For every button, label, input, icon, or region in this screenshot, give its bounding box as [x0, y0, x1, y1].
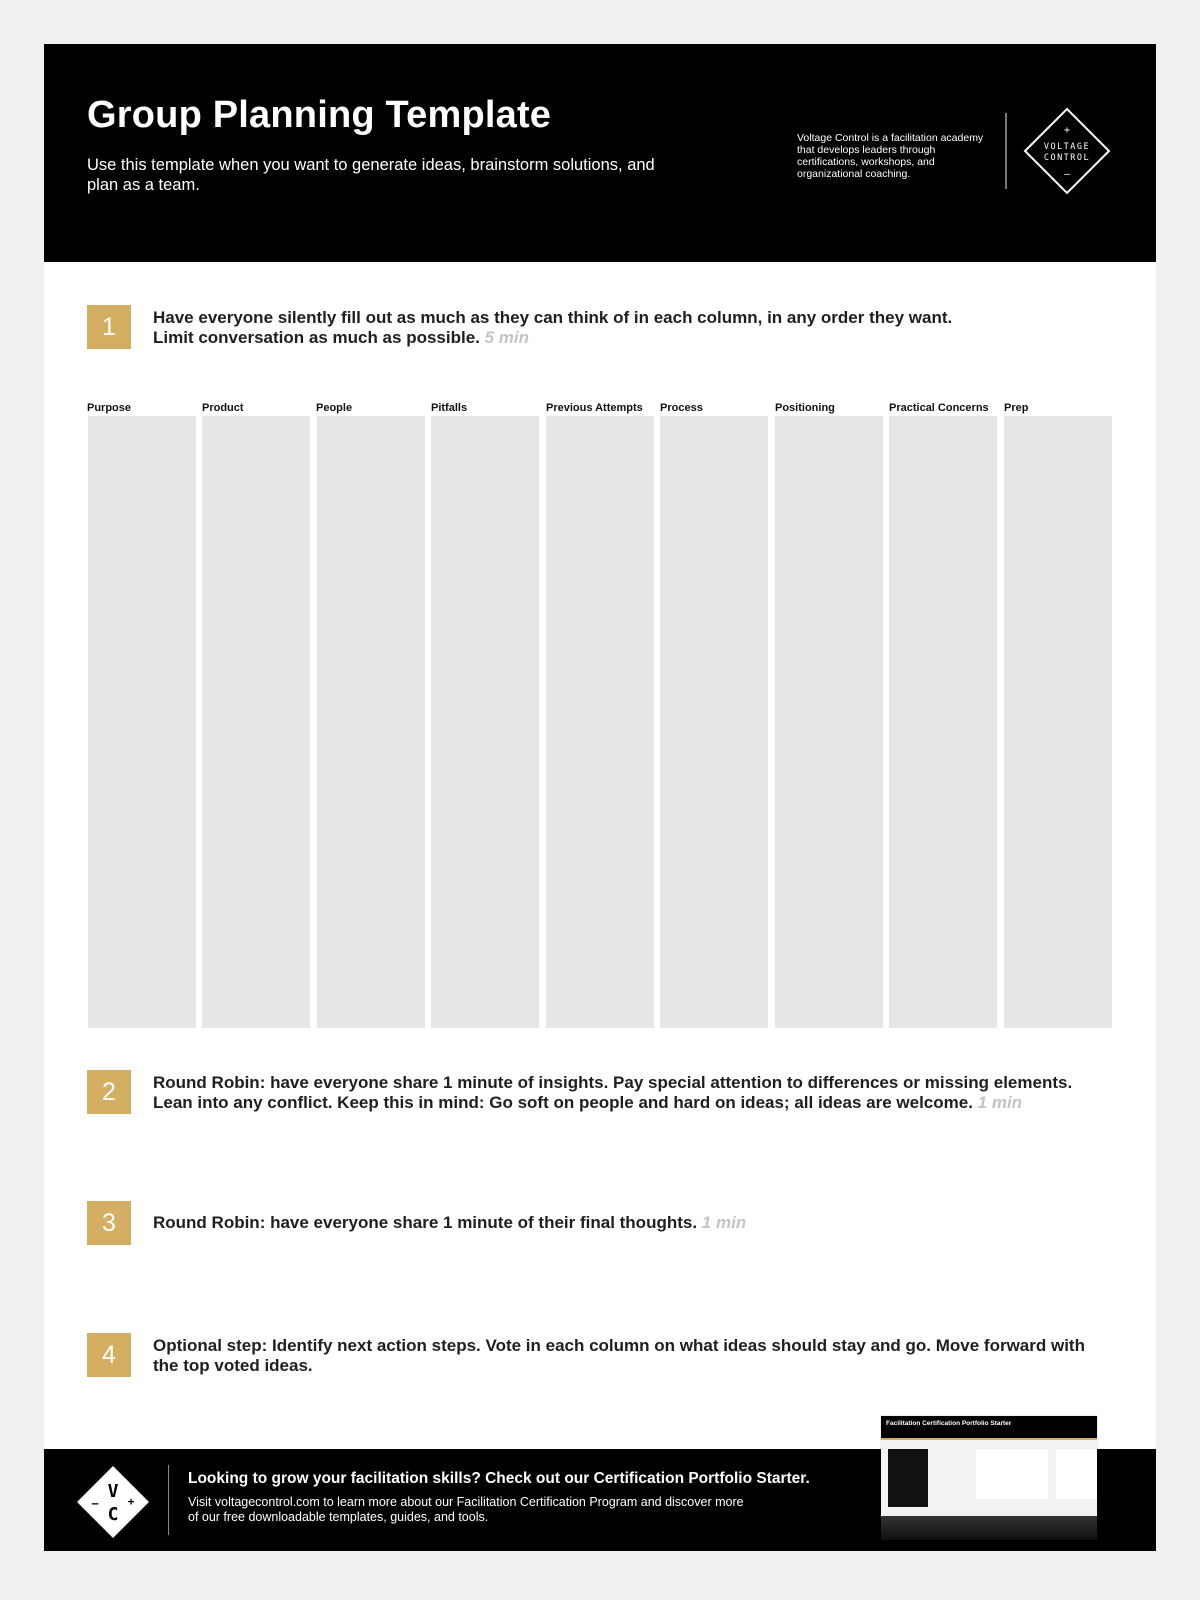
svg-text:C: C [107, 1504, 119, 1525]
column-label-purpose: Purpose [87, 402, 132, 414]
thumbnail-sidebar [888, 1449, 928, 1507]
page-title: Group Planning Template [87, 94, 552, 136]
step-duration: 1 min [977, 1093, 1023, 1112]
column-area-practical-concerns[interactable] [889, 416, 997, 1028]
column-area-positioning[interactable] [775, 416, 883, 1028]
step-number-badge: 2 [87, 1070, 131, 1114]
thumbnail-title: Facilitation Certification Portfolio Starter [886, 1420, 1012, 1427]
voltage-control-logo-icon [1023, 107, 1111, 195]
column-label-prep: Prep [1004, 402, 1029, 414]
step-instructions: Have everyone silently fill out as much as they can think of in each column, in any order they want. Limit conversation as much as possible. 5 min [153, 308, 953, 347]
portfolio-starter-thumbnail[interactable] [881, 1416, 1097, 1540]
svg-text:VOLTAGE: VOLTAGE [1043, 142, 1091, 152]
footer-body-text: Visit voltagecontrol.com to learn more about our Facilitation Certification Program and discover more of our free downloadable templates, guides, and tools. [188, 1495, 744, 1524]
svg-text:CONTROL: CONTROL [1043, 153, 1091, 163]
column-area-product[interactable] [202, 416, 310, 1028]
step-number-badge: 4 [87, 1333, 131, 1377]
template-page [44, 44, 1156, 1551]
thumbnail-header [881, 1416, 1097, 1440]
column-area-people[interactable] [317, 416, 425, 1028]
svg-text:–: – [91, 1497, 99, 1510]
page-subtitle: Use this template when you want to generate ideas, brainstorm solutions, and plan as a team. [87, 156, 655, 194]
column-label-positioning: Positioning [775, 402, 835, 414]
step-number-badge: 1 [87, 305, 131, 349]
column-label-previous-attempts: Previous Attempts [546, 402, 643, 414]
footer-divider [168, 1465, 169, 1535]
vc-logo-icon [76, 1465, 150, 1539]
thumbnail-card [1056, 1449, 1097, 1499]
column-area-process[interactable] [660, 416, 768, 1028]
column-label-practical-concerns: Practical Concerns [889, 402, 989, 414]
step-instructions: Round Robin: have everyone share 1 minute of their final thoughts. 1 min [153, 1213, 747, 1232]
column-area-pitfalls[interactable] [431, 416, 539, 1028]
header-divider [1005, 113, 1007, 189]
svg-text:V: V [107, 1481, 119, 1502]
step-number-badge: 3 [87, 1201, 131, 1245]
step-duration: 1 min [701, 1213, 747, 1232]
footer-headline[interactable]: Looking to grow your facilitation skills? Check out our Certification Portfolio Starter. [188, 1470, 810, 1487]
column-label-process: Process [660, 402, 703, 414]
svg-text:+: + [127, 1495, 135, 1508]
step-instructions: Round Robin: have everyone share 1 minute of insights. Pay special attention to differences or missing elements. Lean into any conflict. Keep this in mind: Go soft on people and hard on ideas; all ideas are welcome. 1 min [153, 1073, 1073, 1112]
step-instructions: Optional step: Identify next action steps. Vote in each column on what ideas should stay and go. Move forward with the top voted ideas. [153, 1336, 1085, 1375]
column-label-people: People [316, 402, 353, 414]
column-label-product: Product [202, 402, 244, 414]
column-area-prep[interactable] [1004, 416, 1112, 1028]
thumbnail-timeline [881, 1516, 1097, 1540]
svg-text:–: – [1063, 169, 1071, 180]
step-duration: 5 min [484, 328, 530, 347]
thumbnail-card [976, 1449, 1048, 1499]
column-area-previous-attempts[interactable] [546, 416, 654, 1028]
about-text: Voltage Control is a facilitation academy that develops leaders through certifications, workshops, and organizational coaching. [797, 132, 984, 180]
column-label-pitfalls: Pitfalls [431, 402, 468, 414]
svg-text:+: + [1063, 125, 1071, 136]
header-banner [44, 44, 1156, 262]
column-area-purpose[interactable] [88, 416, 196, 1028]
